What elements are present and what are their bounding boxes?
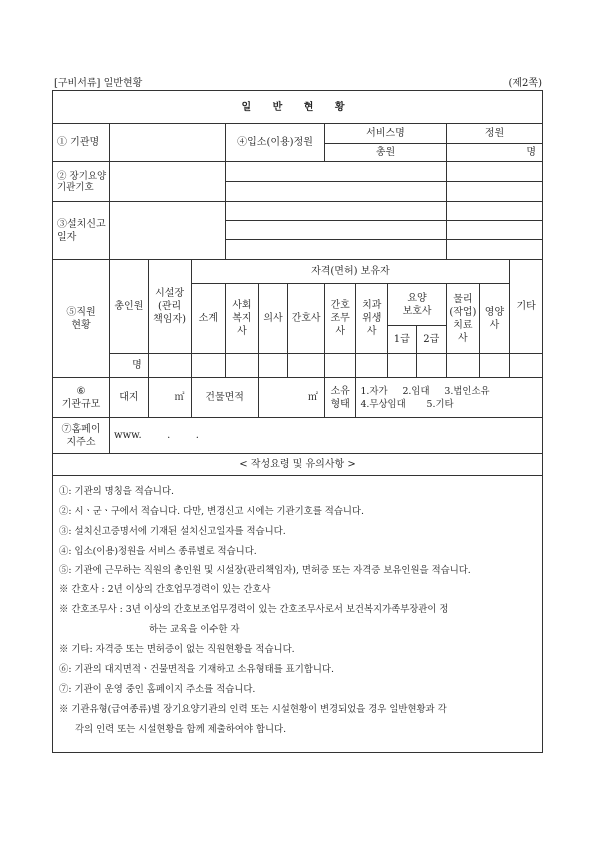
- nutritionist-field[interactable]: [479, 354, 510, 378]
- nurse-aide-field[interactable]: [324, 354, 356, 378]
- document-category: [구비서류] 일반현황: [54, 78, 143, 89]
- dental-hygienist-field[interactable]: [356, 354, 388, 378]
- ownership-options[interactable]: [356, 378, 543, 418]
- install-date-label: ③설치신고 일자: [53, 202, 110, 260]
- note-7: ※ 간호조무사 : 3년 이상의 간호보조업무경력이 있는 간호조무사로서 보건복지가족부장관이 정: [59, 604, 449, 615]
- homepage-field[interactable]: www. . .: [110, 418, 543, 454]
- grade1-field[interactable]: [388, 354, 417, 378]
- general-status-form: [52, 90, 543, 753]
- notes-heading: < 작성요령 및 유의사항 >: [53, 454, 543, 476]
- note-8: 하는 교육을 이수한 자: [149, 624, 240, 635]
- grade2-field[interactable]: [416, 354, 447, 378]
- therapist-header: 물리 (작업) 치료 사: [447, 284, 480, 354]
- staff-label: ⑤직원 현황: [53, 260, 110, 378]
- doctor-header: 의사: [258, 284, 288, 354]
- caregiver-header: 요양 보호사: [388, 284, 447, 326]
- service-row-3[interactable]: [226, 202, 447, 221]
- doctor-field[interactable]: [258, 354, 288, 378]
- nurse-field[interactable]: [288, 354, 325, 378]
- note-5: ⑤: 기관에 근무하는 직원의 총인원 및 시설장(관리책임자), 면허증 또는 자격증 보유인원을 적습니다.: [59, 565, 471, 576]
- service-row-4[interactable]: [226, 221, 447, 240]
- capacity-label: ④입소(이용)정원: [226, 124, 325, 162]
- etc-field[interactable]: [510, 354, 543, 378]
- install-date-field[interactable]: [110, 202, 226, 260]
- total-label: 총원: [324, 144, 446, 162]
- note-11: ⑦: 기관이 운영 중인 홈페이지 주소를 적습니다.: [59, 684, 256, 695]
- capacity-row-3[interactable]: [447, 202, 543, 221]
- scale-label: ⑥ 기관규모: [53, 378, 110, 418]
- building-area-field[interactable]: ㎡: [258, 378, 324, 418]
- etc-header: 기타: [510, 260, 543, 354]
- subtotal-header: 소계: [191, 284, 226, 354]
- note-2: ②: 시ㆍ군ㆍ구에서 적습니다. 다만, 변경신고 시에는 기관기호를 적습니다.: [59, 506, 364, 517]
- dental-hygienist-header: 치과 위생 사: [356, 284, 388, 354]
- facility-head-header: 시설장 (관리 책임자): [148, 260, 191, 354]
- note-12: ※ 기관유형(급여종류)별 장기요양기관의 인력 또는 시설현황이 변경되었을 경우 일반현황과 각: [59, 704, 447, 715]
- service-name-header: 서비스명: [324, 124, 446, 144]
- service-row-5[interactable]: [226, 240, 447, 260]
- social-worker-header: 사회 복지 사: [226, 284, 259, 354]
- nutritionist-header: 영양 사: [479, 284, 510, 354]
- land-label: 대지: [110, 378, 149, 418]
- licensed-header: 자격(면허) 보유자: [191, 260, 510, 284]
- homepage-label: ⑦홈페이 지주소: [53, 418, 110, 454]
- note-13: 각의 인력 또는 시설현황을 함께 제출하여야 합니다.: [75, 724, 287, 735]
- note-6: ※ 간호사 : 2년 이상의 간호업무경력이 있는 간호사: [59, 584, 271, 595]
- total-staff-header: 총인원: [110, 260, 149, 354]
- capacity-row-1[interactable]: [447, 162, 543, 182]
- facility-head-field[interactable]: [148, 354, 191, 378]
- total-staff-field[interactable]: 명: [110, 354, 149, 378]
- own-opt-4[interactable]: 4.무상임대: [360, 398, 406, 410]
- nurse-aide-header: 간호 조무 사: [324, 284, 356, 354]
- capacity-row-4[interactable]: [447, 221, 543, 240]
- capacity-header: 정원: [447, 124, 543, 144]
- own-opt-3[interactable]: 3.법인소유: [444, 385, 490, 397]
- note-9: ※ 기타: 자격증 또는 면허증이 없는 직원현황을 적습니다.: [59, 644, 295, 655]
- form-title: 일 반 현 황: [53, 91, 543, 124]
- land-field[interactable]: ㎡: [148, 378, 191, 418]
- note-3: ③: 설치신고증명서에 기재된 설치신고일자를 적습니다.: [59, 526, 286, 537]
- building-area-label: 건물면적: [191, 378, 258, 418]
- own-opt-1[interactable]: 1.자가: [360, 385, 388, 397]
- note-1: ①: 기관의 명칭을 적습니다.: [59, 486, 175, 497]
- note-4: ④: 입소(이용)정원을 서비스 종류별로 적습니다.: [59, 546, 257, 557]
- grade1-header: 1급: [388, 326, 417, 354]
- subtotal-field[interactable]: [191, 354, 226, 378]
- ownership-label: 소유 형태: [324, 378, 356, 418]
- nurse-header: 간호사: [288, 284, 325, 354]
- capacity-row-2[interactable]: [447, 182, 543, 202]
- org-name-field[interactable]: [110, 124, 226, 162]
- own-opt-2[interactable]: 2.임대: [402, 385, 430, 397]
- service-row-2[interactable]: [226, 182, 447, 202]
- ltc-code-label: ② 장기요양 기관기호: [53, 162, 110, 202]
- service-row-1[interactable]: [226, 162, 447, 182]
- own-opt-5[interactable]: 5.기타: [426, 398, 454, 410]
- note-10: ⑥: 기관의 대지면적ㆍ건물면적을 기재하고 소유형태를 표기합니다.: [59, 664, 334, 675]
- capacity-row-5[interactable]: [447, 240, 543, 260]
- total-unit[interactable]: 명: [447, 144, 543, 162]
- page-number: (제2쪽): [508, 78, 542, 89]
- therapist-field[interactable]: [447, 354, 480, 378]
- org-name-label: ① 기관명: [53, 124, 110, 162]
- notes-section: [53, 476, 543, 753]
- ltc-code-field[interactable]: [110, 162, 226, 202]
- social-worker-field[interactable]: [226, 354, 259, 378]
- grade2-header: 2급: [416, 326, 447, 354]
